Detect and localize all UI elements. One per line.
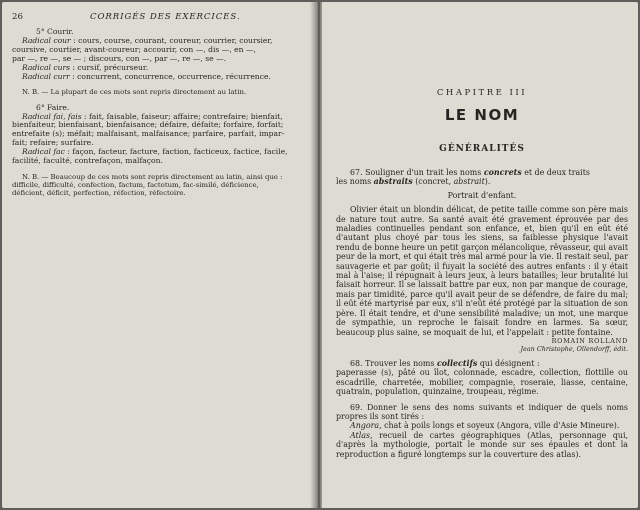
section-6-radical-fai-cont2: entrefaite (s); méfait; malfaisant, malfaisance; parfaire, parfait, impar- <box>12 129 285 139</box>
radical-text: : cours, course, courant, coureur, courrier, coursier, <box>70 35 273 45</box>
radical-label: Radical curr <box>22 71 70 81</box>
prompt-text: qui désignent : <box>477 358 540 368</box>
exercise-69-angora <box>336 421 628 430</box>
prompt-text: Donner le sens des noms suivants et indiquer de quels noms propres ils sont tirés : <box>336 402 628 421</box>
section-6-note-line-3: déficient, déficit, perfection, réfection, réfectoire. <box>12 189 186 198</box>
radical-label: Radical fai, fais <box>22 111 82 121</box>
exercise-number: 67. <box>350 168 363 177</box>
passage-text: Olivier était un blondin délicat, de petite taille comme son père mais de nature tout autre. Sa santé avait été gravement éprouvée par des maladies continuelles pendant son enfance, et, bien qu'il en eût été d'autant plus choyé par tous les siens, sa faiblesse physique l'avait rendu de bonne heure un petit garçon mélancolique, rêvasseur, qui avait peur de la mort, et qui était très mal armé pour la vie. Il restait seul, par sauvagerie et par goût; il fuyait la société des autres enfants : il y était mal à l'aise; il répugnait à leurs jeux, à leurs batailles; leur brutalité lui faisait horreur. Il se laissait battre par eux, non par manque de courage, mais par timidité, parce qu'il avait peur de se défendre, de faire du mal; il eût été martyrisé par eux, s'il n'eût été protégé par la situation de son père. Il était tendre, et d'une sensibilité maladive; un mot, une marque de sympathie, un reproche le faisait fondre en larmes. Sa sœur, beaucoup plus saine, se moquait de lui, et l'appelait : petite fontaine. <box>336 205 628 337</box>
exercise-67-prompt <box>336 168 628 177</box>
chapter-number: CHAPITRE III <box>436 88 528 98</box>
exercise-69-atlas <box>336 431 628 459</box>
prompt-text: ). <box>484 177 491 187</box>
radical-text: : façon, facteur, facture, faction, facticeux, factice, facile, <box>64 147 288 157</box>
radical-label: Radical cour <box>22 35 71 45</box>
left-page <box>2 2 316 508</box>
exercise-number: 69. <box>350 402 363 412</box>
emphasis-collectifs: collectifs <box>436 358 478 368</box>
emphasis-abstrait: abstrait <box>453 177 485 187</box>
section-6-note-line-1: N. B. — Beaucoup de ces mots sont repris directement au latin, ainsi que : <box>22 172 283 181</box>
word-atlas: Atlas <box>350 430 371 440</box>
section-5-radical-cour-cont: coursive, courtier, avant-coureur; accourir, con —, dis —, en —, <box>12 44 256 54</box>
emphasis-concrets: concrets <box>483 168 522 177</box>
chapter-title: LE NOM <box>444 106 520 124</box>
page-number: 26 <box>12 12 23 22</box>
prompt-text: Trouver les noms <box>362 358 437 368</box>
exercises <box>336 168 628 459</box>
right-page <box>322 2 638 508</box>
section-5-heading: 5° Courir. <box>36 27 74 36</box>
exercise-number: 68. <box>350 358 363 368</box>
definition-text: , recueil de cartes géographiques (Atlas, personnage qui, d'après la mythologie, portait le monde sur ses épaules et dont la reproduction a figuré longtemps sur la couverture des atlas). <box>336 430 628 459</box>
section-5-note: N. B. — La plupart de ces mots sont repris directement au latin. <box>22 88 247 97</box>
exercise-69-prompt <box>336 403 628 422</box>
exercise-68-prompt <box>336 359 628 368</box>
prompt-text: et de deux traits <box>521 168 590 177</box>
left-page-body <box>12 28 312 198</box>
exercise-68-words: paperasse (s), pâté ou îlot, colonnade, escadre, collection, flottille ou escadrille, charretée, mobilier, compagnie, roseraie, liasse, centaine, quatrain, population, quinzaine, troupeau, régime. <box>336 368 628 397</box>
word-angora: Angora <box>350 421 380 431</box>
exercise-67-prompt-cont <box>336 177 628 186</box>
prompt-text: les noms <box>336 177 374 187</box>
section-5-radical-cour-cont2: par —, re —, se — ; discours, con —, par —, re —, se —. <box>12 53 227 63</box>
section-6-note-line-2: difficile, difficulté, confection, factum, factotum, fac-similé, déficience, <box>12 181 259 190</box>
section-6-heading: 6° Faire. <box>36 102 70 112</box>
passage-source: Jean Christophe, Ollendorff, édit. <box>520 344 628 353</box>
radical-text: : cursif, précurseur. <box>70 62 149 72</box>
section-6-radical-fai-cont: bienfaiteur, bienfaisant, bienfaisance; défaire, défaite; forfaire, forfait; <box>12 120 284 130</box>
running-head: CORRIGÉS DES EXERCICES. <box>90 12 241 22</box>
passage-author: ROMAIN ROLLAND <box>551 336 628 345</box>
definition-text: , chat à poils longs et soyeux (Angora, ville d'Asie Mineure). <box>379 421 620 431</box>
section-5-radical-curr <box>22 73 312 82</box>
section-6-radical-fac-cont: facilité, faculté, contrefaçon, malfaçon. <box>12 156 163 166</box>
section-6-radical-fai-cont3: fait; refaire; surfaire. <box>12 138 94 148</box>
prompt-text: Souligner d'un trait les noms <box>362 168 484 177</box>
radical-text: : fait, faisable, faiseur; affaire; contrefaire; bienfait, <box>81 111 283 121</box>
radical-label: Radical fac <box>22 147 65 157</box>
prompt-text: (concret, <box>412 177 454 187</box>
emphasis-abstraits: abstraits <box>373 177 413 187</box>
radical-text: : concurrent, concurrence, occurrence, récurrence. <box>69 71 271 81</box>
section-title: GÉNÉRALITÉS <box>439 144 525 154</box>
radical-label: Radical curs <box>22 62 71 72</box>
passage-title: Portrait d'enfant. <box>447 190 517 200</box>
